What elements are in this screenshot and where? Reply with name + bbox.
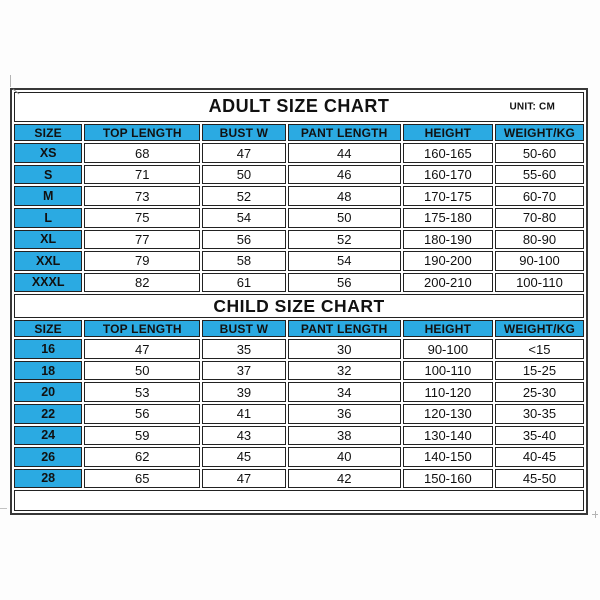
column-header-height: HEIGHT	[403, 320, 493, 338]
value-cell: 130-140	[403, 426, 493, 446]
value-cell: 50-60	[495, 143, 584, 163]
value-cell: 71	[84, 165, 200, 185]
value-cell: 175-180	[403, 208, 493, 228]
size-label-cell: L	[14, 208, 82, 228]
size-label-cell: S	[14, 165, 82, 185]
table-row	[14, 404, 584, 424]
section-title: CHILD SIZE CHART	[213, 295, 385, 316]
size-label-cell: 16	[14, 339, 82, 359]
value-cell: 70-80	[495, 208, 584, 228]
value-cell: 190-200	[403, 251, 493, 271]
value-cell: 56	[202, 230, 285, 250]
value-cell: 44	[288, 143, 401, 163]
column-header-bust-w: BUST W	[202, 124, 285, 142]
value-cell: 160-170	[403, 165, 493, 185]
value-cell: 41	[202, 404, 285, 424]
value-cell: 30-35	[495, 404, 584, 424]
value-cell: 30	[288, 339, 401, 359]
size-label-cell: 28	[14, 469, 82, 489]
value-cell: 170-175	[403, 186, 493, 206]
value-cell: 32	[288, 361, 401, 381]
table-row	[14, 361, 584, 381]
unit-label: UNIT: CM	[509, 101, 555, 113]
value-cell: 120-130	[403, 404, 493, 424]
table-row	[14, 273, 584, 293]
value-cell: 46	[288, 165, 401, 185]
size-label-cell: 20	[14, 382, 82, 402]
empty-footer-cell	[14, 490, 584, 511]
value-cell: 80-90	[495, 230, 584, 250]
value-cell: 54	[288, 251, 401, 271]
value-cell: 100-110	[403, 361, 493, 381]
value-cell: 90-100	[495, 251, 584, 271]
table-row	[14, 469, 584, 489]
table-row	[14, 339, 584, 359]
value-cell: 56	[84, 404, 200, 424]
value-cell: 52	[288, 230, 401, 250]
value-cell: 43	[202, 426, 285, 446]
size-label-cell: M	[14, 186, 82, 206]
table-row	[14, 251, 584, 271]
section-title: ADULT SIZE CHART	[208, 96, 390, 117]
table-row	[14, 447, 584, 467]
value-cell: 15-25	[495, 361, 584, 381]
value-cell: 50	[288, 208, 401, 228]
value-cell: 140-150	[403, 447, 493, 467]
value-cell: 150-160	[403, 469, 493, 489]
scan-artifact-mark	[10, 75, 11, 87]
value-cell: 180-190	[403, 230, 493, 250]
value-cell: 42	[288, 469, 401, 489]
table-row	[14, 186, 584, 206]
value-cell: 61	[202, 273, 285, 293]
value-cell: 35-40	[495, 426, 584, 446]
value-cell: 50	[84, 361, 200, 381]
table-row	[14, 382, 584, 402]
value-cell: 77	[84, 230, 200, 250]
column-header-bust-w: BUST W	[202, 320, 285, 338]
column-header-height: HEIGHT	[403, 124, 493, 142]
table-row	[14, 165, 584, 185]
value-cell: 65	[84, 469, 200, 489]
column-header-weight-kg: WEIGHT/KG	[495, 124, 584, 142]
column-header-pant-length: PANT LENGTH	[288, 320, 401, 338]
value-cell: <15	[495, 339, 584, 359]
scan-artifact-mark	[595, 511, 596, 518]
column-header-size: SIZE	[14, 124, 82, 142]
value-cell: 47	[202, 143, 285, 163]
value-cell: 40	[288, 447, 401, 467]
size-chart-table	[12, 90, 586, 513]
value-cell: 82	[84, 273, 200, 293]
value-cell: 36	[288, 404, 401, 424]
value-cell: 45-50	[495, 469, 584, 489]
value-cell: 45	[202, 447, 285, 467]
section-title-cell-adult-size-chart	[14, 92, 584, 122]
value-cell: 37	[202, 361, 285, 381]
value-cell: 40-45	[495, 447, 584, 467]
value-cell: 34	[288, 382, 401, 402]
value-cell: 90-100	[403, 339, 493, 359]
value-cell: 47	[202, 469, 285, 489]
size-label-cell: 26	[14, 447, 82, 467]
value-cell: 73	[84, 186, 200, 206]
size-label-cell: 18	[14, 361, 82, 381]
value-cell: 58	[202, 251, 285, 271]
size-label-cell: XXXL	[14, 273, 82, 293]
size-label-cell: XS	[14, 143, 82, 163]
column-header-pant-length: PANT LENGTH	[288, 124, 401, 142]
column-header-top-length: TOP LENGTH	[84, 320, 200, 338]
table-row	[14, 143, 584, 163]
value-cell: 60-70	[495, 186, 584, 206]
size-chart-body	[14, 92, 584, 511]
size-label-cell: 24	[14, 426, 82, 446]
value-cell: 200-210	[403, 273, 493, 293]
scan-artifact-mark	[0, 508, 7, 509]
value-cell: 68	[84, 143, 200, 163]
value-cell: 38	[288, 426, 401, 446]
value-cell: 75	[84, 208, 200, 228]
value-cell: 25-30	[495, 382, 584, 402]
size-label-cell: 22	[14, 404, 82, 424]
value-cell: 39	[202, 382, 285, 402]
value-cell: 48	[288, 186, 401, 206]
value-cell: 53	[84, 382, 200, 402]
value-cell: 62	[84, 447, 200, 467]
table-row	[14, 230, 584, 250]
section-title-cell-child-size-chart	[14, 294, 584, 318]
table-row	[14, 208, 584, 228]
value-cell: 52	[202, 186, 285, 206]
value-cell: 100-110	[495, 273, 584, 293]
value-cell: 110-120	[403, 382, 493, 402]
column-header-weight-kg: WEIGHT/KG	[495, 320, 584, 338]
value-cell: 79	[84, 251, 200, 271]
size-chart-frame	[10, 88, 588, 515]
value-cell: 35	[202, 339, 285, 359]
size-label-cell: XL	[14, 230, 82, 250]
value-cell: 56	[288, 273, 401, 293]
column-header-size: SIZE	[14, 320, 82, 338]
value-cell: 54	[202, 208, 285, 228]
column-header-top-length: TOP LENGTH	[84, 124, 200, 142]
value-cell: 59	[84, 426, 200, 446]
value-cell: 47	[84, 339, 200, 359]
value-cell: 160-165	[403, 143, 493, 163]
table-row	[14, 426, 584, 446]
value-cell: 50	[202, 165, 285, 185]
value-cell: 55-60	[495, 165, 584, 185]
size-label-cell: XXL	[14, 251, 82, 271]
